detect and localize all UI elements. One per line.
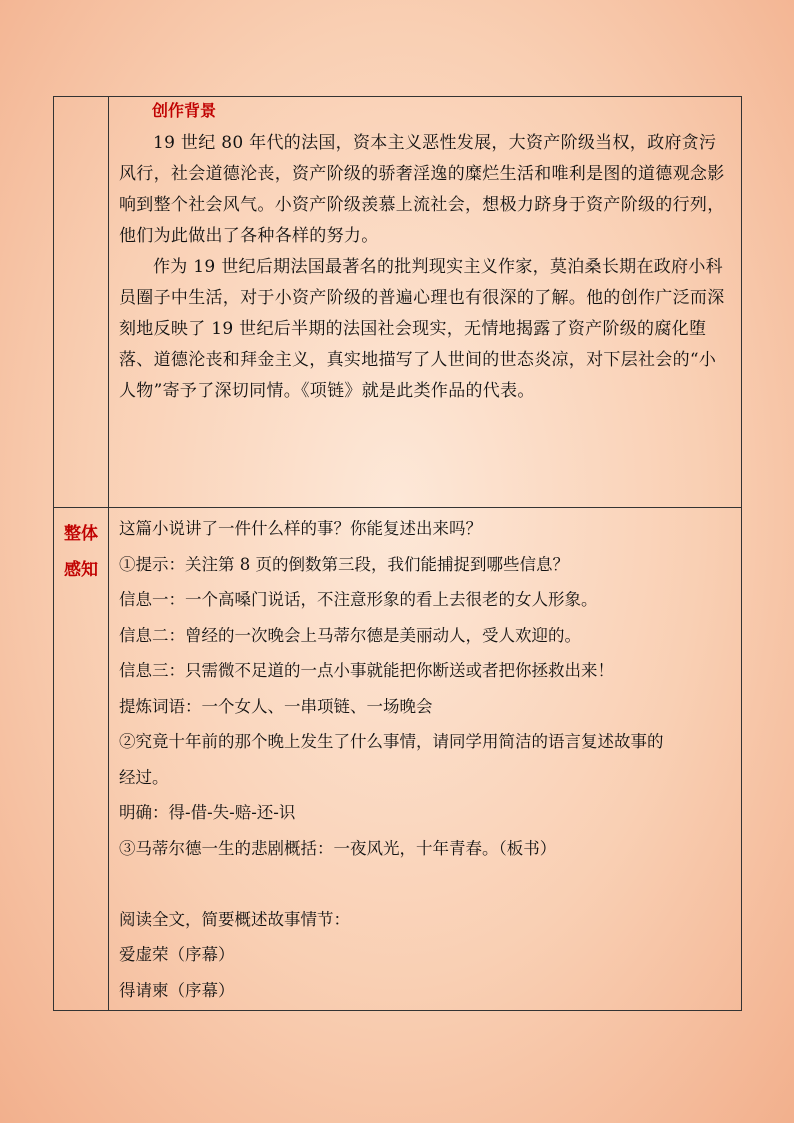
info-line: 信息三：只需微不足道的一点小事就能把你断送或者把你拯救出来！ [119, 661, 614, 680]
section-title: 创作背景 [152, 101, 217, 120]
perception-label-cell [54, 508, 109, 1011]
question-line-continued: 经过。 [119, 767, 169, 787]
plot-line: 得请柬（序幕） [119, 980, 235, 1000]
summary-line: ③马蒂尔德一生的悲剧概括：一夜风光，十年青春。（板书） [119, 838, 557, 858]
perception-label-line: 整体 [64, 524, 98, 544]
blank-line [119, 866, 735, 902]
background-paragraph: 19 世纪 80 年代的法国，资本主义恶性发展，大资产阶级当权，政府贪污风行，社会道德沦丧，资产阶级的骄奢淫逸的糜烂生活和唯利是图的道德观念影响到整个社会风气。小资产阶级羡慕上流社会，想极力跻身于资产阶级的行列，他们为此做出了各种各样的努力。 [119, 133, 725, 246]
lesson-table [53, 96, 742, 1011]
question-line: ②究竟十年前的那个晚上发生了什么事情，请同学用简洁的语言复述故事的 [119, 732, 664, 751]
perception-content-cell [109, 508, 742, 1011]
info-line: 信息一：一个高嗓门说话，不注意形象的看上去很老的女人形象。 [119, 590, 598, 609]
question-line: 这篇小说讲了一件什么样的事？你能复述出来吗？ [119, 519, 482, 538]
answer-line: 明确：得-借-失-赔-还-识 [119, 803, 296, 822]
task-line: 阅读全文，简要概述故事情节： [119, 909, 350, 929]
perception-label-line: 感知 [64, 560, 98, 580]
keywords-line: 提炼词语：一个女人、一串项链、一场晚会 [119, 696, 433, 716]
info-line: 信息二：曾经的一次晚会上马蒂尔德是美丽动人，受人欢迎的。 [119, 625, 581, 645]
lesson-page [53, 96, 741, 1011]
perception-label [54, 508, 108, 588]
plot-line: 爱虚荣（序幕） [119, 945, 235, 964]
background-content-cell [109, 97, 742, 508]
background-paragraph: 作为 19 世纪后期法国最著名的批判现实主义作家，莫泊桑长期在政府小科员圈子中生活，对于小资产阶级的普遍心理也有很深的了解。他的创作广泛而深刻地反映了 19 世纪后半期的法国社会现实，无情地揭露了资产阶级的腐化堕落、道德沦丧和拜金主义，真实地描写了人世间的世态炎凉，对下层社会的“小人物”寄予了深切同情。《项链》就是此类作品的代表。 [119, 257, 725, 401]
perception-row [54, 508, 742, 1011]
background-row [54, 97, 742, 508]
hint-line: ①提示：关注第 8 页的倒数第三段，我们能捕捉到哪些信息？ [119, 554, 569, 574]
background-label-cell [54, 97, 109, 508]
